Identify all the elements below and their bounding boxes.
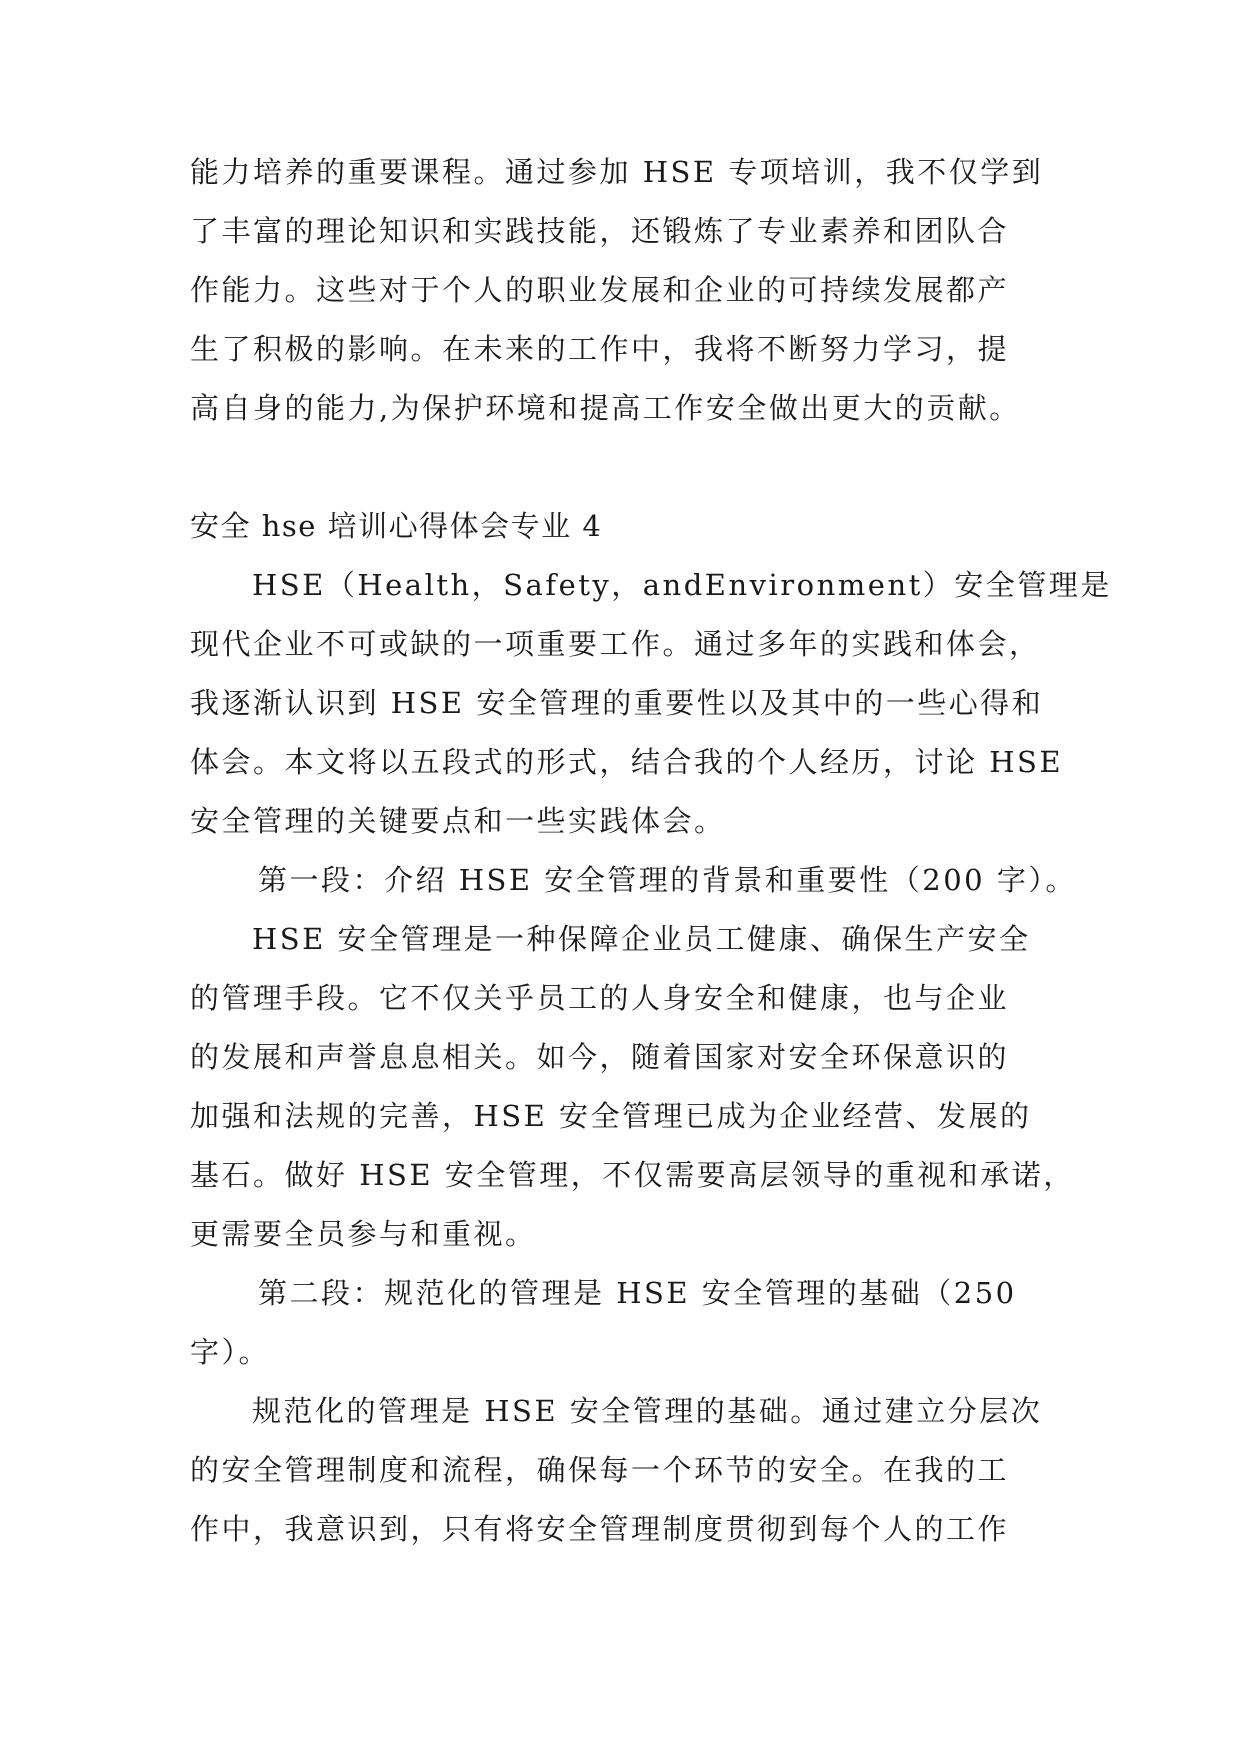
paragraph-line: 的发展和声誉息息相关。如今，随着国家对安全环保意识的 — [190, 1040, 1010, 1074]
paragraph-line: 高自身的能力,为保护环境和提高工作安全做出更大的贡献。 — [190, 391, 1021, 425]
subsection-heading-continued: 字）。 — [190, 1335, 271, 1369]
paragraph-line: 作中，我意识到，只有将安全管理制度贯彻到每个人的工作 — [190, 1512, 1010, 1546]
paragraph-line: 加强和法规的完善，HSE 安全管理已成为企业经营、发展的 — [190, 1099, 1032, 1133]
paragraph-line: 的管理手段。它不仅关乎员工的人身安全和健康，也与企业 — [190, 981, 1010, 1015]
paragraph-line: 安全管理的关键要点和一些实践体会。 — [190, 804, 726, 838]
paragraph-line: 我逐渐认识到 HSE 安全管理的重要性以及其中的一些心得和 — [190, 686, 1044, 720]
paragraph-line: HSE（Health，Safety，andEnvironment）安全管理是 — [252, 568, 1112, 602]
paragraph-line: 规范化的管理是 HSE 安全管理的基础。通过建立分层次 — [252, 1394, 1043, 1428]
paragraph-line: HSE 安全管理是一种保障企业员工健康、确保生产安全 — [252, 922, 1031, 956]
paragraph-line: 更需要全员参与和重视。 — [190, 1217, 537, 1251]
paragraph-line: 的安全管理制度和流程，确保每一个环节的安全。在我的工 — [190, 1453, 1010, 1487]
paragraph-line: 了丰富的理论知识和实践技能，还锻炼了专业素养和团队合 — [190, 214, 1010, 248]
section-heading: 安全 hse 培训心得体会专业 4 — [190, 509, 603, 543]
paragraph-line: 能力培养的重要课程。通过参加 HSE 专项培训，我不仅学到 — [190, 155, 1044, 189]
subsection-heading: 第二段：规范化的管理是 HSE 安全管理的基础（250 — [258, 1276, 1017, 1310]
paragraph-line: 基石。做好 HSE 安全管理，不仅需要高层领导的重视和承诺， — [190, 1158, 1075, 1192]
paragraph-line: 现代企业不可或缺的一项重要工作。通过多年的实践和体会， — [190, 627, 1041, 661]
paragraph-line: 体会。本文将以五段式的形式，结合我的个人经历，讨论 HSE — [190, 745, 1064, 779]
paragraph-line: 生了积极的影响。在未来的工作中，我将不断努力学习，提 — [190, 332, 1010, 366]
paragraph-line: 作能力。这些对于个人的职业发展和企业的可持续发展都产 — [190, 273, 1010, 307]
subsection-heading: 第一段：介绍 HSE 安全管理的背景和重要性（200 字）。 — [258, 863, 1077, 897]
